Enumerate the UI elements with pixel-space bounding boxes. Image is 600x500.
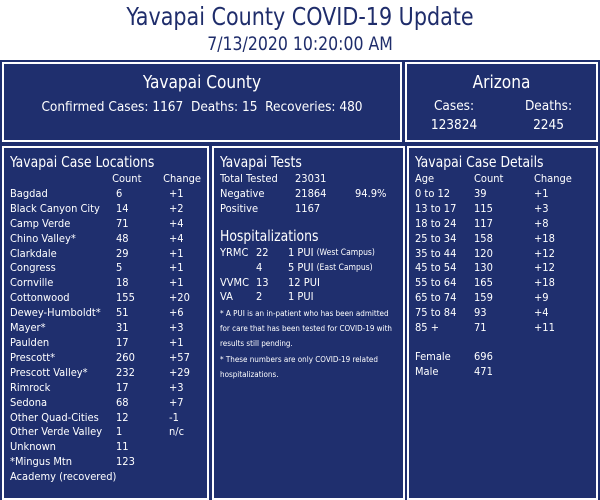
age-row-cell: +11 [534,321,555,335]
age-row-cell: 45 to 54 [415,261,457,275]
arizona-title: Arizona [472,72,531,93]
location-row-cell: Cornville [10,276,54,290]
location-row-cell: Cottonwood [10,291,70,305]
age-row-cell: +12 [534,246,555,260]
location-row-cell: 29 [116,246,129,260]
age-row-cell: 159 [474,291,493,305]
test-row-cell: 23031 [295,172,327,185]
location-row-cell: Sedona [10,395,48,409]
deaths-label: Deaths: [190,99,239,115]
sex-row [415,365,590,380]
sex-row [415,350,590,365]
location-row [10,291,201,306]
location-row-cell: Bagdad [10,186,48,200]
location-row [10,470,201,485]
test-row [220,187,397,202]
az-cases-label: Cases: [433,98,475,114]
location-row-cell: *Mingus Mtn [10,455,73,469]
location-row-cell: +1 [169,335,184,349]
age-row [415,291,590,306]
age-row-cell: 85 + [415,321,440,335]
location-row-cell: Dewey-Humboldt* [10,306,101,320]
test-row [220,172,397,187]
location-row [10,411,201,426]
location-row [10,202,201,217]
age-row-cell: 65 to 74 [415,291,457,305]
sex-row-cell: 471 [474,364,493,378]
page-title: Yavapai County COVID-19 Update [126,2,474,31]
hosp-row-cell: 1 PUI [288,245,314,259]
age-row-cell: +3 [534,201,549,215]
age-row-cell: +1 [534,186,549,200]
location-row [10,455,201,470]
age-row-cell: 165 [474,276,493,290]
location-row-cell: 123 [116,455,135,469]
case-locations-panel [2,146,209,500]
age-row-cell: +9 [534,291,549,305]
location-row [10,381,201,396]
age-row-cell: 35 to 44 [415,246,457,260]
location-row-cell: +4 [169,216,184,230]
location-row-cell: 260 [116,350,135,364]
test-row [220,202,397,217]
age-row-cell: 75 to 84 [415,306,457,320]
location-row-cell: Other Quad-Cities [10,410,99,424]
col-age: Age [415,172,435,185]
location-row-cell: n/c [169,425,185,439]
age-row-cell: 18 to 24 [415,216,457,230]
age-row-cell: +8 [534,216,549,230]
location-row-cell: +57 [169,350,190,364]
test-row-cell: 94.9% [355,186,387,200]
location-row-cell: 14 [116,201,129,215]
az-deaths-label: Deaths: [524,98,573,114]
location-row [10,261,201,276]
header [0,0,600,55]
location-row-cell: 12 [116,410,129,424]
county-stats [4,99,400,115]
hosp-row-cell: VVMC [220,275,249,289]
location-row-cell: 18 [116,276,129,290]
hospitalizations-title: Hospitalizations [220,226,319,245]
location-row [10,351,201,366]
location-row-cell: Black Canyon City [10,201,100,215]
location-row-cell: -1 [169,410,179,424]
case-locations-title: Yavapai Case Locations [10,153,155,171]
age-row-cell: 158 [474,231,493,245]
location-row [10,321,201,336]
col-change: Change [534,172,572,185]
hosp-row-cell: YRMC [220,245,249,259]
location-row-cell: 51 [116,306,129,320]
col-count: Count [474,172,504,185]
location-row-cell: 1 [116,425,123,439]
age-row-cell: 0 to 12 [415,186,451,200]
hosp-row [220,261,397,276]
hosp-row-cell [220,261,256,276]
hosp-row-cell: 2 [256,290,263,304]
confirmed-label: Confirmed Cases: [41,99,149,115]
location-row-cell: 17 [116,380,129,394]
update-datetime: 7/13/2020 10:20:00 AM [207,33,393,55]
age-row [415,217,590,232]
test-row-cell: Negative [220,186,265,200]
test-row-cell: 21864 [295,186,327,200]
hosp-note: * These numbers are only COVID-19 related hospitalizations. [220,355,378,380]
recoveries-value: 480 [339,99,363,115]
location-row-cell: 17 [116,335,129,349]
age-row [415,261,590,276]
location-row-cell: 155 [116,291,135,305]
age-row-cell: 55 to 64 [415,276,457,290]
location-row-cell [116,470,169,485]
age-row-cell: 130 [474,261,493,275]
hosp-row [220,290,397,305]
hosp-row-cell: 22 [256,245,269,259]
sex-row-cell: Female [415,349,451,363]
location-row-cell: 68 [116,395,129,409]
case-details-title: Yavapai Case Details [415,153,544,171]
hosp-row-cell: (East Campus) [316,262,373,273]
location-row-cell: 6 [116,186,123,200]
location-row-cell: 48 [116,231,129,245]
location-row-cell: Paulden [10,335,50,349]
age-row-cell: 115 [474,201,493,215]
location-row-cell: 31 [116,321,129,335]
age-row-cell: 25 to 34 [415,231,457,245]
age-row [415,276,590,291]
location-row-cell: +6 [169,306,184,320]
col-count: Count [112,172,142,185]
sex-row-cell: 696 [474,349,493,363]
county-summary-panel [2,62,402,142]
age-row-cell: +18 [534,276,555,290]
location-row [10,217,201,232]
location-row-cell: Unknown [10,440,56,454]
pui-note: * A PUI is an in-patient who has been admitted for care that has been tested for COVID-19 with results still pending. [220,309,392,349]
location-row-cell: +20 [169,291,190,305]
location-row-cell: Prescott Valley* [10,365,88,379]
location-row-cell: Prescott* [10,350,56,364]
confirmed-value: 1167 [152,99,184,115]
age-row [415,232,590,247]
age-row-cell: 117 [474,216,493,230]
age-row-cell: 71 [474,321,487,335]
location-row [10,336,201,351]
location-row [10,440,201,455]
location-row-cell: +1 [169,261,184,275]
location-row-cell: Rimrock [10,380,51,394]
age-row-cell: 39 [474,186,487,200]
test-row-cell: Total Tested [220,172,278,185]
test-row-cell: Positive [220,201,259,215]
location-row [10,276,201,291]
sex-row-cell: Male [415,364,439,378]
age-row [415,306,590,321]
az-cases-value: 123824 [430,117,478,133]
location-row [10,232,201,247]
location-row [10,396,201,411]
location-row-cell: +4 [169,231,184,245]
age-row [415,247,590,262]
county-title: Yavapai County [142,72,262,93]
age-row [415,202,590,217]
hosp-row [220,276,397,291]
location-row-cell: +1 [169,276,184,290]
deaths-value: 15 [241,99,258,115]
location-row [10,247,201,262]
recoveries-label: Recoveries: [265,99,336,115]
location-row-cell: +3 [169,380,184,394]
age-row-cell: 93 [474,306,487,320]
hosp-row-cell: (West Campus) [316,247,375,258]
location-row-cell: Academy (recovered) [10,470,117,484]
location-row-cell: 5 [116,261,123,275]
location-row-cell: +1 [169,246,184,260]
col-change: Change [163,172,201,185]
location-row [10,187,201,202]
age-row-cell: +18 [534,231,555,245]
age-row-cell: +4 [534,306,549,320]
hosp-row-cell: 12 PUI [288,275,320,289]
location-row-cell: +2 [169,201,184,215]
location-row-cell: 71 [116,216,129,230]
location-row-cell: Clarkdale [10,246,57,260]
arizona-summary-panel [405,62,598,142]
location-row-cell: +29 [169,365,190,379]
location-row-cell: Chino Valley* [10,231,76,245]
location-row-cell: +3 [169,321,184,335]
hosp-row [220,246,397,261]
location-row [10,366,201,381]
tests-title: Yavapai Tests [220,153,302,171]
location-row-cell: 232 [116,365,135,379]
test-row-cell: 1167 [295,201,321,215]
location-row-cell: 11 [116,440,129,454]
location-row-cell: Mayer* [10,321,46,335]
location-row-cell: Congress [10,261,56,275]
location-row-cell: Camp Verde [10,216,71,230]
tests-panel [212,146,405,500]
age-row [415,187,590,202]
location-row [10,306,201,321]
age-row-cell: 120 [474,246,493,260]
hosp-row-cell: 4 [256,260,263,274]
hosp-row-cell: 5 PUI [288,260,314,274]
hosp-row-cell: VA [220,290,233,304]
location-row-cell: +1 [169,186,184,200]
age-row-cell: +12 [534,261,555,275]
location-row-cell: Other Verde Valley [10,425,103,439]
location-row-cell: +7 [169,395,184,409]
hosp-row-cell: 1 PUI [288,290,314,304]
az-deaths-value: 2245 [533,117,564,133]
location-row [10,425,201,440]
age-row-cell: 13 to 17 [415,201,457,215]
age-row [415,321,590,336]
hosp-row-cell: 13 [256,275,269,289]
case-details-panel [407,146,598,500]
